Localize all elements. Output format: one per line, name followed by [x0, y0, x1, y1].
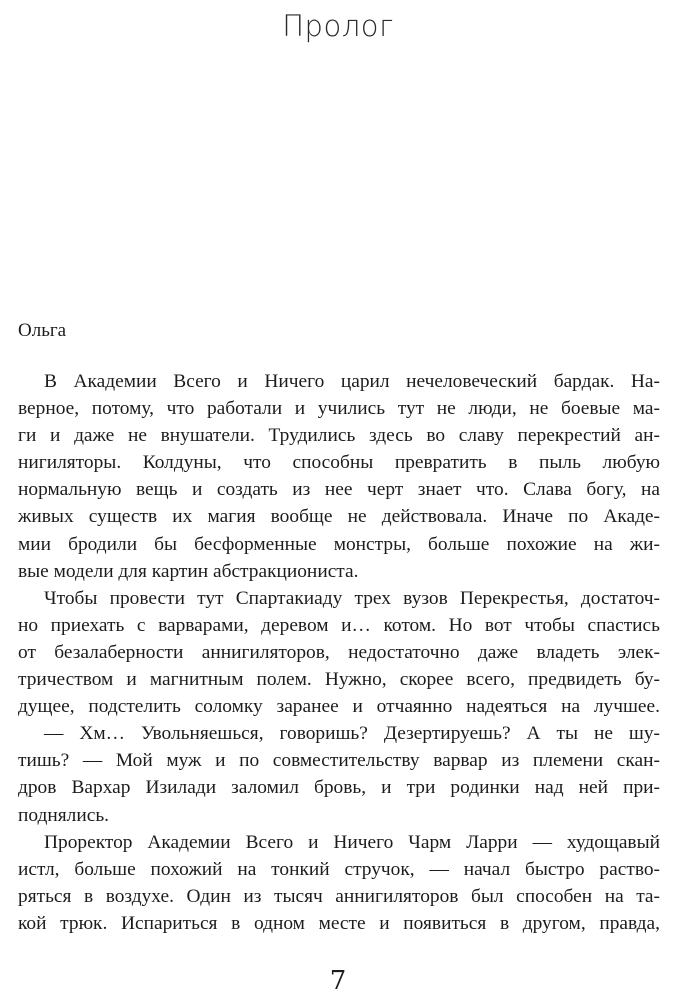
text-line: Проректор Академии Всего и Ничего Чарм Ларри — худощавый: [44, 831, 660, 853]
text-line: поднялись.: [18, 804, 110, 826]
text-line: кой трюк. Испариться в одном месте и появиться в другом, правда,: [18, 912, 660, 934]
text-line: ги и даже не внушатели. Трудились здесь во славу перекрестий ан-: [18, 425, 660, 447]
text-line: Чтобы провести тут Спартакиаду трех вузов Перекрестья, достаточ-: [44, 587, 660, 609]
pov-heading: Ольга: [18, 320, 67, 341]
text-line: нигиляторы. Колдуны, что способны превратить в пыль любую: [18, 452, 660, 474]
text-line: живых существ их магия вообще не действовала. Иначе по Акаде-: [18, 506, 660, 528]
text-line: тишь? — Мой муж и по совместительству варвар из племени скан-: [18, 750, 660, 772]
text-line: — Хм… Увольняешься, говоришь? Дезертируешь? А ты не шу-: [44, 723, 660, 745]
text-line: мии бродили бы бесформенные монстры, больше похожие на жи-: [18, 533, 660, 555]
text-line: дров Вархар Изилади заломил бровь, и три родинки над ней при-: [18, 777, 660, 799]
text-line: вые модели для картин абстракциониста.: [18, 560, 359, 582]
text-line: тричеством и магнитным полем. Нужно, скорее всего, предвидеть бу-: [18, 669, 660, 691]
text-line: дущее, подстелить соломку заранее и отчаянно надеяться на лучшее.: [18, 696, 660, 718]
page-number: 7: [329, 966, 347, 996]
text-line: от безалаберности аннигиляторов, недостаточно даже владеть элек-: [18, 641, 660, 663]
text-line: В Академии Всего и Ничего царил нечеловеческий бардак. На-: [44, 371, 660, 392]
text-line: истл, больше похожий на тонкий стручок, — начал быстро раство-: [18, 858, 660, 880]
text-line: но приехать с варварами, деревом и… котом. Но вот чтобы спастись: [18, 614, 660, 636]
body-text: [18, 368, 660, 937]
text-line: ряться в воздухе. Один из тысяч аннигиляторов был способен на та-: [18, 885, 660, 907]
text-line: нормальную вещь и создать из нее черт знает что. Слава богу, на: [18, 479, 660, 501]
text-line: верное, потому, что работали и учились тут не люди, не боевые ма-: [18, 398, 660, 420]
chapter-title: Пролог: [282, 9, 394, 43]
